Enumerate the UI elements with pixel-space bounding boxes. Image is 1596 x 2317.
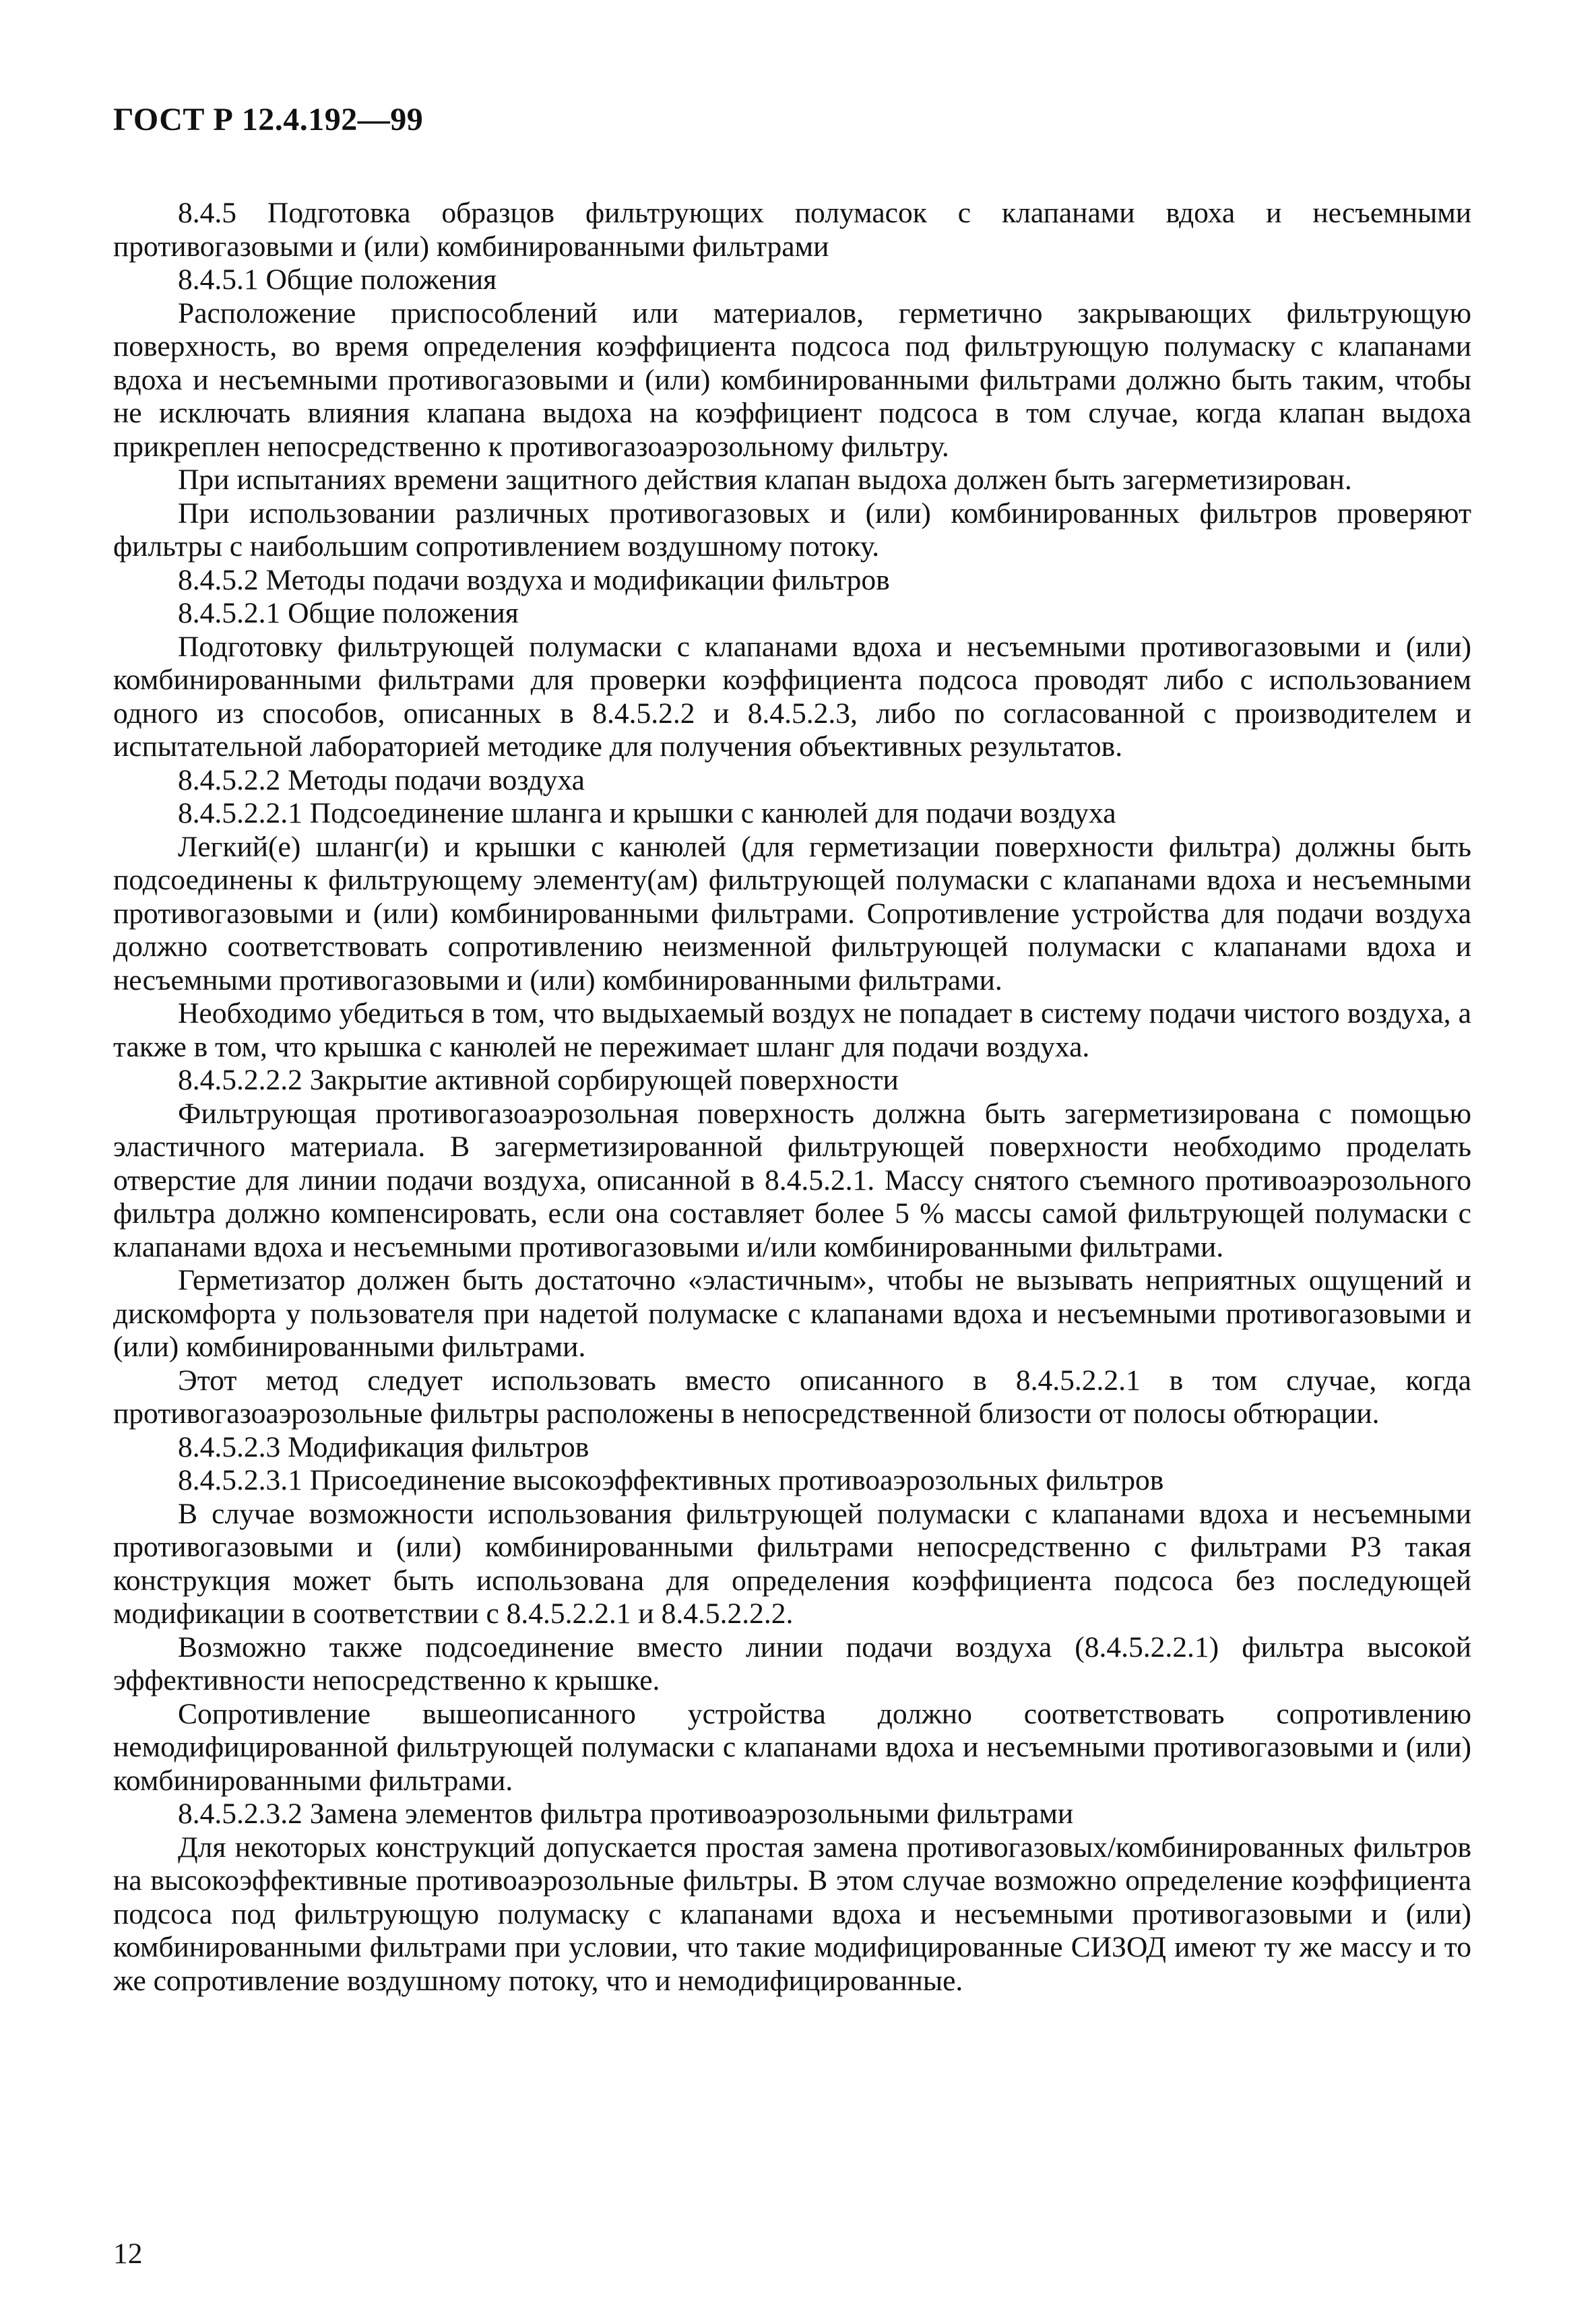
- body-paragraph: Подготовку фильтрующей полумаски с клапанами вдоха и несъемными противогазовыми и (или) комбинированными фильтрами для проверки коэффициента подсоса проводят либо с использованием одного из способов, описанных в 8.4.5.2.2 и 8.4.5.2.3, либо по согласованной с производителем и испытательной лабораторией методике для получения объективных результатов.: [113, 630, 1471, 763]
- document-page: [113, 101, 1471, 1998]
- section-heading-8-4-5-2-2-2: 8.4.5.2.2.2 Закрытие активной сорбирующей поверхности: [178, 1064, 899, 1096]
- body-paragraph: Сопротивление вышеописанного устройства должно соответствовать сопротивлению немодифицированной фильтрующей полумаски с клапанами вдоха и несъемными противогазовыми и (или) комбинированными фильтрами.: [113, 1697, 1471, 1797]
- body-paragraph: Этот метод следует использовать вместо описанного в 8.4.5.2.2.1 в том случае, когда противогазоаэрозольные фильтры расположены в непосредственной близости от полосы обтюрации.: [113, 1364, 1471, 1430]
- section-heading-8-4-5-2-2: 8.4.5.2.2 Методы подачи воздуха: [178, 763, 585, 796]
- section-heading-8-4-5-1: 8.4.5.1 Общие положения: [178, 263, 497, 296]
- section-heading-8-4-5-2-3: 8.4.5.2.3 Модификация фильтров: [178, 1430, 589, 1463]
- standard-header: ГОСТ Р 12.4.192—99: [113, 102, 424, 137]
- body-paragraph: Возможно также подсоединение вместо линии подачи воздуха (8.4.5.2.2.1) фильтра высокой эффективности непосредственно к крышке.: [113, 1630, 1471, 1696]
- page-number: 12: [113, 2237, 143, 2270]
- body-paragraph: Легкий(е) шланг(и) и крышки с канюлей (для герметизации поверхности фильтра) должны быть подсоединены к фильтрующему элементу(ам) фильтрующей полумаски с клапанами вдоха и несъемными противогазовыми и (или) комбинированными фильтрами. Сопротивление устройства для подачи воздуха должно соответствовать сопротивлению неизменной фильтрующей полумаски с клапанами вдоха и несъемными противогазовыми и (или) комбинированными фильтрами.: [113, 830, 1471, 996]
- body-paragraph: В случае возможности использования фильтрующей полумаски с клапанами вдоха и несъемными противогазовыми и (или) комбинированными фильтрами непосредственно с фильтрами Р3 такая конструкция может быть использована для определения коэффициента подсоса без последующей модификации в соответствии с 8.4.5.2.2.1 и 8.4.5.2.2.2.: [113, 1497, 1471, 1630]
- body-paragraph: Необходимо убедиться в том, что выдыхаемый воздух не попадает в систему подачи чистого воздуха, а также в том, что крышка с канюлей не пережимает шланг для подачи воздуха.: [113, 997, 1471, 1063]
- body-paragraph: Расположение приспособлений или материалов, герметично закрывающих фильтрующую поверхность, во время определения коэффициента подсоса под фильтрующую полумаску с клапанами вдоха и несъемными противогазовыми и (или) комбинированными фильтрами должно быть таким, чтобы не исключать влияния клапана выдоха на коэффициент подсоса в том случае, когда клапан выдоха прикреплен непосредственно к противогазоаэрозольному фильтру.: [113, 296, 1471, 463]
- body-paragraph: При испытаниях времени защитного действия клапан выдоха должен быть загерметизирован.: [178, 464, 1352, 496]
- body-paragraph: Фильтрующая противогазоаэрозольная поверхность должна быть загерметизирована с помощью эластичного материала. В загерметизированной фильтрующей поверхности необходимо проделать отверстие для линии подачи воздуха, описанной в 8.4.5.2.1. Массу снятого съемного противоаэрозольного фильтра должно компенсировать, если она составляет более 5 % массы самой фильтрующей полумаски с клапанами вдоха и несъемными противогазовыми и/или комбинированными фильтрами.: [113, 1097, 1471, 1263]
- body-paragraph: Для некоторых конструкций допускается простая замена противогазовых/комбинированных фильтров на высокоэффективные противоаэрозольные фильтры. В этом случае возможно определение коэффициента подсоса под фильтрующую полумаску с клапанами вдоха и несъемными противогазовыми и (или) комбинированными фильтрами при условии, что такие модифицированные СИЗОД имеют ту же массу и то же сопротивление воздушному потоку, что и немодифицированные.: [113, 1831, 1471, 1997]
- document-body: [113, 197, 1471, 1998]
- body-paragraph: Герметизатор должен быть достаточно «эластичным», чтобы не вызывать неприятных ощущений и дискомфорта у пользователя при надетой полумаске с клапанами вдоха и несъемными противогазовыми и (или) комбинированными фильтрами.: [113, 1264, 1471, 1363]
- section-heading-8-4-5-2-3-2: 8.4.5.2.3.2 Замена элементов фильтра противоаэрозольными фильтрами: [178, 1798, 1074, 1830]
- section-heading-8-4-5-2-1: 8.4.5.2.1 Общие положения: [178, 597, 519, 629]
- section-heading-8-4-5: 8.4.5 Подготовка образцов фильтрующих полумасок с клапанами вдоха и несъемными противогазовыми и (или) комбинированными фильтрами: [113, 197, 1471, 263]
- section-heading-8-4-5-2: 8.4.5.2 Методы подачи воздуха и модификации фильтров: [178, 563, 890, 596]
- body-paragraph: При использовании различных противогазовых и (или) комбинированных фильтров проверяют фильтры с наибольшим сопротивлением воздушному потоку.: [113, 497, 1471, 563]
- section-heading-8-4-5-2-2-1: 8.4.5.2.2.1 Подсоединение шланга и крышки с канюлей для подачи воздуха: [178, 797, 1116, 829]
- section-heading-8-4-5-2-3-1: 8.4.5.2.3.1 Присоединение высокоэффективных противоаэрозольных фильтров: [178, 1464, 1164, 1496]
